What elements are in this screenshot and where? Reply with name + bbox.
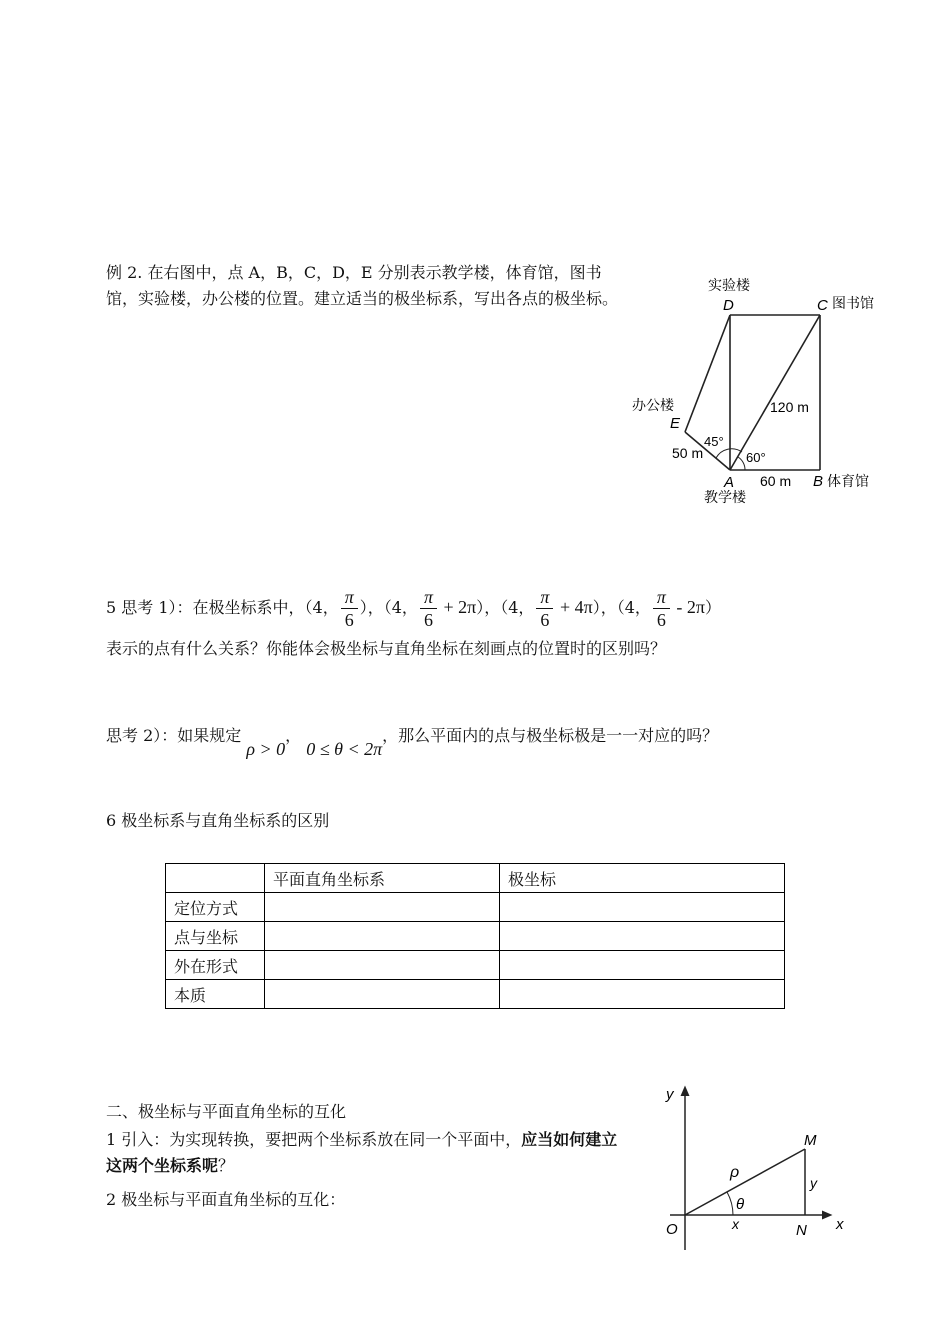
- lab-AC: 120 m: [770, 399, 809, 415]
- fraction-pi-6: $\frac{\pi}{6}$: [536, 586, 553, 631]
- think1-prefix: 5 思考 1）：在极坐标系中，（4，: [106, 598, 339, 617]
- row-label: 定位方式: [166, 893, 265, 922]
- lab-45: 45°: [704, 434, 724, 449]
- think1-line2: 表示的点有什么关系？你能体会极坐标与直角坐标在刻画点的位置时的区别吗？: [106, 639, 667, 658]
- fraction-pi-6: $\frac{\pi}{6}$: [341, 586, 358, 631]
- lab-E: E: [670, 415, 681, 432]
- lab-B: B: [813, 473, 824, 490]
- label-rho: ρ: [730, 1164, 740, 1181]
- part2-item2: 2 极坐标与平面直角坐标的互化：: [106, 1190, 346, 1209]
- table-cell[interactable]: [265, 951, 500, 980]
- part2-intro: 1 引入：为实现转换，要把两个坐标系放在同一个平面中，应当如何建立这两个坐标系呢？: [106, 1130, 618, 1175]
- campus-diagram: [630, 270, 890, 520]
- lab-gym: 体育馆: [827, 473, 869, 489]
- think1-line1: 5 思考 1）：在极坐标系中，（4， $\frac{\pi}{6}$ ），（4， $\frac{\pi}{6}$ + 2π），（4， $\frac{\pi}{6}$ + 4π），（4， $\frac{\pi}{6}$ - 2π）: [106, 587, 722, 630]
- axis-y: y: [666, 1086, 674, 1103]
- table-header-row: [166, 864, 785, 893]
- table-cell[interactable]: [265, 893, 500, 922]
- table-cell[interactable]: [265, 922, 500, 951]
- table-cell[interactable]: [500, 980, 785, 1009]
- table-cell[interactable]: [500, 922, 785, 951]
- table-cell[interactable]: [500, 893, 785, 922]
- table-header: 极坐标: [500, 864, 785, 893]
- fraction-pi-6: $\frac{\pi}{6}$: [420, 586, 437, 631]
- table-row: [166, 980, 785, 1009]
- table-header: 平面直角坐标系: [265, 864, 500, 893]
- table-cell[interactable]: [265, 980, 500, 1009]
- condition-rho: ρ > 0: [246, 739, 286, 759]
- part2-heading: 二、极坐标与平面直角坐标的互化: [106, 1102, 347, 1121]
- think2-line: 思考 2）：如果规定 ρ > 0， 0 ≤ θ < 2π，那么平面内的点与极坐标极是一一对应的吗？: [106, 726, 719, 759]
- lab-A: A: [724, 474, 735, 491]
- origin-O: O: [666, 1221, 678, 1238]
- fraction-pi-6: $\frac{\pi}{6}$: [653, 586, 670, 631]
- table-cell[interactable]: [500, 951, 785, 980]
- lab-office: 办公楼: [632, 397, 674, 413]
- lab-60: 60°: [746, 450, 766, 465]
- section6-title: 6 极坐标系与直角坐标系的区别: [106, 811, 330, 830]
- row-label: 外在形式: [166, 951, 265, 980]
- lab-library: 图书馆: [832, 295, 874, 311]
- lab-C: C: [817, 297, 828, 314]
- table-cell: [166, 864, 265, 893]
- polar-rect-diagram: [650, 1075, 860, 1260]
- example2-text: 例 2. 在右图中，点 A，B，C，D，E 分别表示教学楼，体育馆，图书馆，实验楼，办公楼的位置。建立适当的极坐标系，写出各点的极坐标。: [106, 263, 619, 308]
- lab-teaching: 教学楼: [704, 489, 746, 505]
- label-theta: θ: [736, 1196, 745, 1213]
- point-N: N: [796, 1222, 807, 1239]
- row-label: 点与坐标: [166, 922, 265, 951]
- table-row: [166, 922, 785, 951]
- intro-question: 应当如何建立这两个坐标系呢: [106, 1130, 618, 1175]
- label-seg-x: x: [732, 1216, 739, 1232]
- lab-EA: 50 m: [672, 445, 704, 461]
- table-row: [166, 951, 785, 980]
- point-M: M: [804, 1132, 817, 1149]
- lab-D: D: [723, 297, 734, 314]
- label-seg-y: y: [810, 1175, 817, 1191]
- axis-x: x: [836, 1216, 844, 1233]
- table-row: [166, 893, 785, 922]
- lab-AB: 60 m: [760, 473, 792, 489]
- condition-theta: 0 ≤ θ < 2π: [306, 739, 383, 759]
- lab-top: 实验楼: [708, 277, 750, 293]
- comparison-table: [165, 863, 785, 1009]
- row-label: 本质: [166, 980, 265, 1009]
